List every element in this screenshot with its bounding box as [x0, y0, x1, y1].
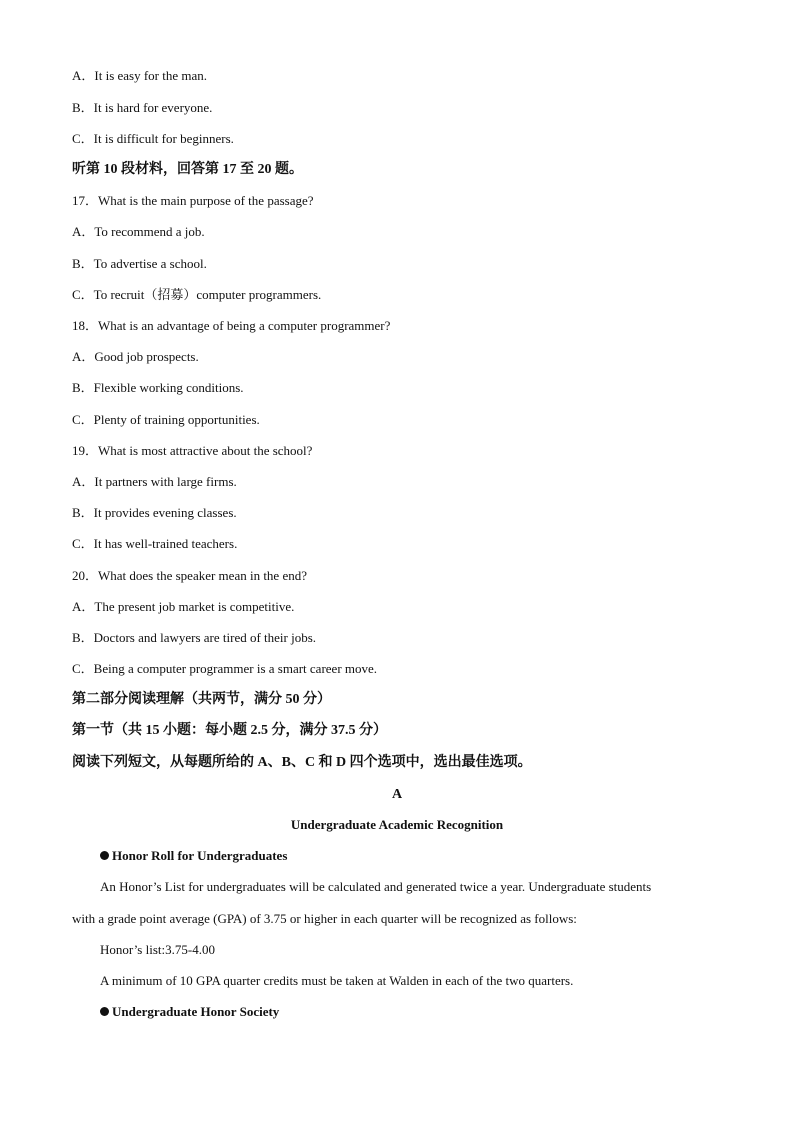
q16-option-a: A．It is easy for the man.: [72, 68, 208, 83]
question-18: 18．What is an advantage of being a computer programmer?: [72, 318, 391, 333]
section10-instruction: 听第 10 段材料，回答第 17 至 20 题。: [72, 162, 303, 177]
q16-option-b: B．It is hard for everyone.: [72, 100, 213, 115]
question-17: 17．What is the main purpose of the passage?: [72, 193, 314, 208]
passage-title: Undergraduate Academic Recognition: [290, 817, 504, 832]
bullet-honor-roll: [100, 848, 287, 864]
paragraph-1-line-1: An Honor’s List for undergraduates will be calculated and generated twice a year. Undergraduate students: [100, 879, 652, 894]
bullet-icon: [100, 1007, 109, 1016]
q19-option-b: B．It provides evening classes.: [72, 505, 237, 520]
q18-option-b: B．Flexible working conditions.: [72, 380, 244, 395]
q19-option-a: A．It partners with large firms.: [72, 474, 237, 489]
question-19: 19．What is most attractive about the school?: [72, 443, 313, 458]
bullet-honor-society-label: Undergraduate Honor Society: [112, 1004, 280, 1019]
bullet-honor-society: [100, 1004, 279, 1020]
part2-instruction: 阅读下列短文，从每题所给的 A、B、C 和 D 四个选项中，选出最佳选项。: [72, 755, 532, 770]
q17-option-b: B．To advertise a school.: [72, 256, 207, 271]
q19-option-c: C．It has well-trained teachers.: [72, 536, 238, 551]
honors-list-range: Honor’s list:3.75-4.00: [100, 942, 215, 957]
paragraph-1-line-2: with a grade point average (GPA) of 3.75 or higher in each quarter will be recognized as follows:: [72, 911, 577, 926]
q17-option-c: C．To recruit（招募）computer programmers.: [72, 287, 322, 302]
passage-letter: A: [391, 787, 403, 802]
q18-option-c: C．Plenty of training opportunities.: [72, 412, 260, 427]
q20-option-b: B．Doctors and lawyers are tired of their jobs.: [72, 630, 317, 645]
q17-option-a: A．To recommend a job.: [72, 224, 205, 239]
bullet-honor-roll-label: Honor Roll for Undergraduates: [112, 848, 288, 863]
question-20: 20．What does the speaker mean in the end?: [72, 568, 307, 583]
paragraph-2: A minimum of 10 GPA quarter credits must be taken at Walden in each of the two quarters.: [100, 973, 574, 988]
q20-option-a: A．The present job market is competitive.: [72, 599, 295, 614]
q20-option-c: C．Being a computer programmer is a smart career move.: [72, 661, 378, 676]
bullet-icon: [100, 851, 109, 860]
part2-heading: 第二部分阅读理解（共两节，满分 50 分）: [72, 692, 331, 707]
part2-section1: 第一节（共 15 小题：每小题 2.5 分，满分 37.5 分）: [72, 723, 387, 738]
q18-option-a: A．Good job prospects.: [72, 349, 199, 364]
q16-option-c: C．It is difficult for beginners.: [72, 131, 234, 146]
